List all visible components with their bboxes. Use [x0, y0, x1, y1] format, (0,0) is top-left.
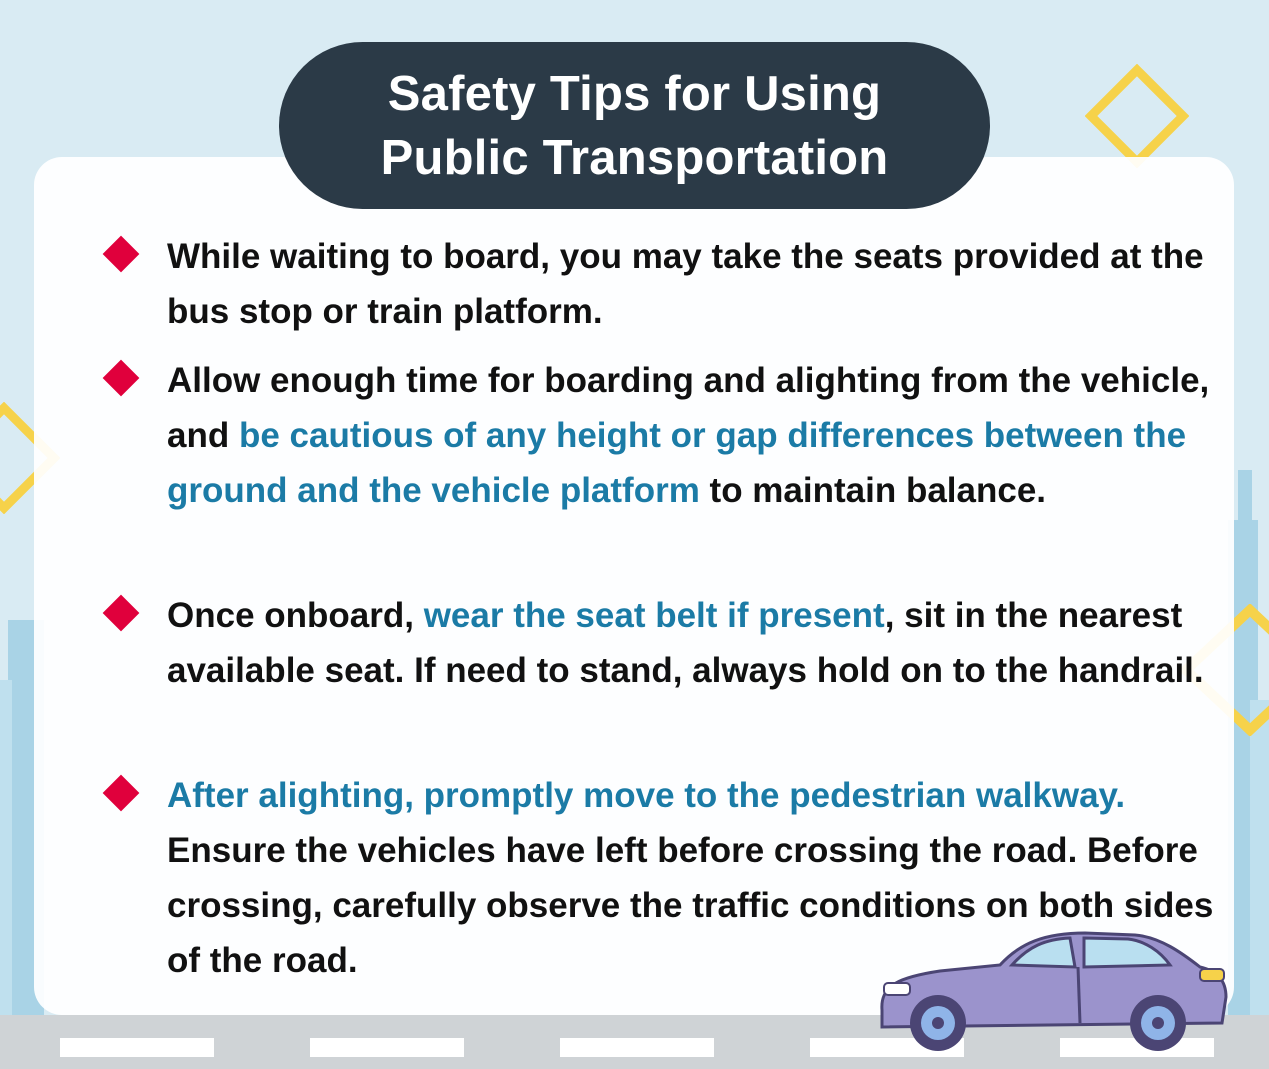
- title-banner: [279, 42, 990, 209]
- tip-segment: Allow enough time for boarding and alighting from the vehicle, and: [167, 361, 1210, 455]
- red-diamond-bullet-icon: [103, 775, 140, 812]
- tip-segment: to maintain balance.: [699, 471, 1047, 510]
- tip-segment: Ensure the vehicles have left before crossing the road. Before crossing, carefully observe the traffic conditions on both sides of the road.: [167, 831, 1214, 980]
- highlighted-text: be cautious of any height or gap differences between the ground and the vehicle platform: [167, 416, 1187, 510]
- tip-text: [167, 229, 1242, 339]
- tip-segment: Once onboard,: [167, 596, 424, 635]
- tip-segment: , sit in the nearest available seat. If need to stand, always hold on to the handrail.: [167, 596, 1204, 690]
- page-title: Safety Tips for Using Public Transportation: [380, 66, 889, 185]
- tip-text: [167, 353, 1242, 518]
- highlighted-text: After alighting, promptly move to the pedestrian walkway.: [167, 776, 1126, 815]
- tip-text: [167, 588, 1242, 698]
- car-icon: [870, 915, 1235, 1055]
- highlighted-text: wear the seat belt if present: [423, 596, 885, 635]
- lane-marking: [310, 1038, 464, 1057]
- tip-segment: While waiting to board, you may take the seats provided at the bus stop or train platform.: [167, 237, 1204, 331]
- lane-marking: [60, 1038, 214, 1057]
- tips-card: [34, 157, 1234, 1015]
- red-diamond-bullet-icon: [103, 360, 140, 397]
- lane-marking: [560, 1038, 714, 1057]
- diamond-outline-icon: [1085, 64, 1189, 168]
- red-diamond-bullet-icon: [103, 595, 140, 632]
- red-diamond-bullet-icon: [103, 236, 140, 273]
